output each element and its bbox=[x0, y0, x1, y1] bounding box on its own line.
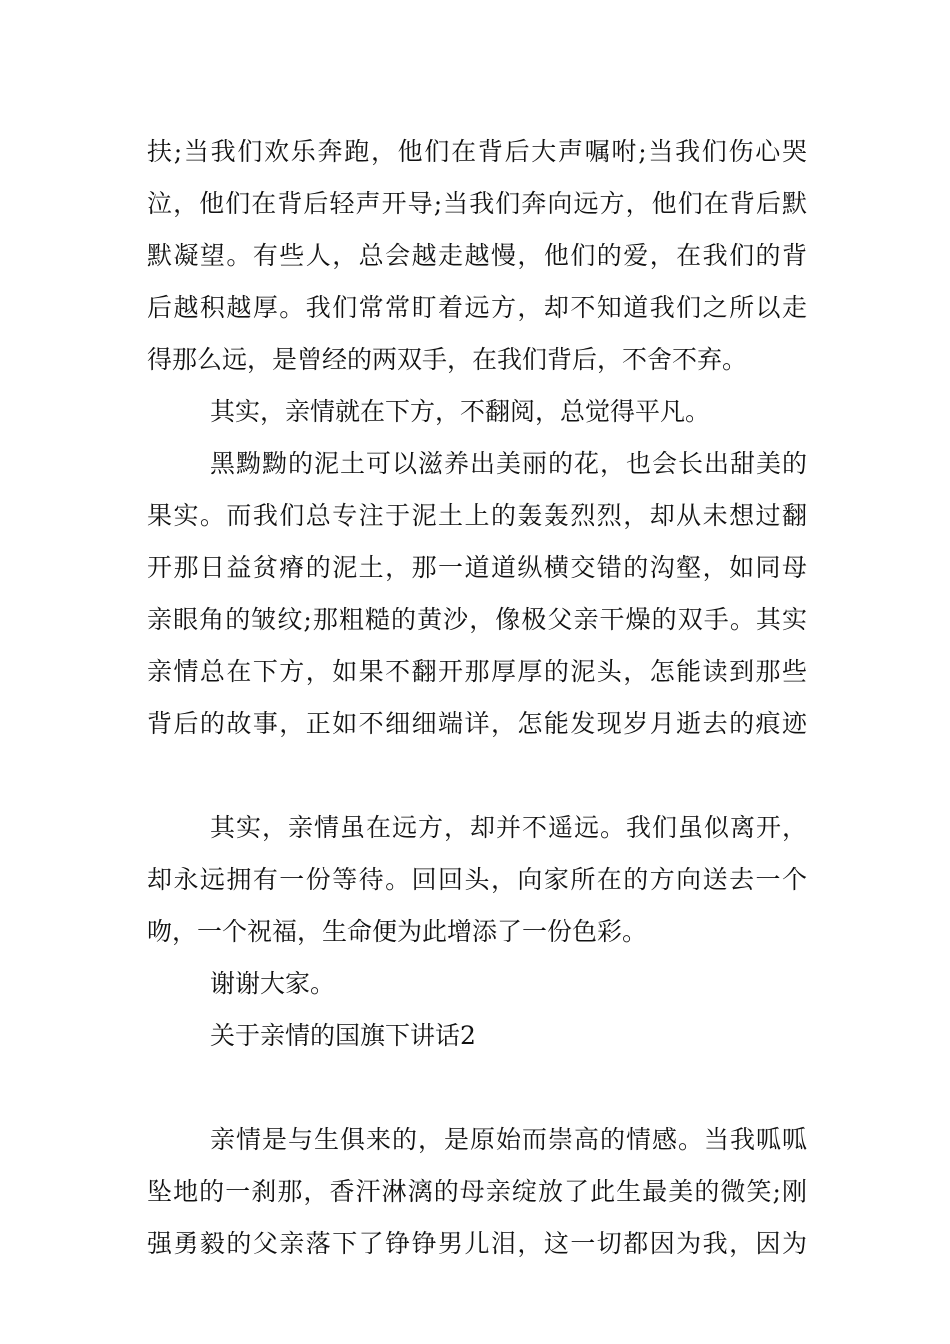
body-text-line: 扶;当我们欢乐奔跑，他们在背后大声嘱咐;当我们伤心哭 bbox=[147, 137, 807, 166]
body-text-line: 背后的故事，正如不细细端详，怎能发现岁月逝去的痕迹 bbox=[147, 709, 807, 738]
paragraph-start-line: 黑黝黝的泥土可以滋养出美丽的花，也会长出甜美的 bbox=[210, 449, 807, 478]
paragraph-start-line: 其实，亲情就在下方，不翻阅，总觉得平凡。 bbox=[210, 397, 711, 426]
body-text-line: 得那么远，是曾经的两双手，在我们背后，不舍不弃。 bbox=[147, 345, 748, 374]
body-text-line: 亲眼角的皱纹;那粗糙的黄沙，像极父亲干燥的双手。其实 bbox=[147, 605, 807, 634]
body-text-line: 后越积越厚。我们常常盯着远方，却不知道我们之所以走 bbox=[147, 293, 807, 322]
closing-line: 谢谢大家。 bbox=[210, 969, 336, 998]
body-text-line: 坠地的一刹那，香汗淋漓的母亲绽放了此生最美的微笑;刚 bbox=[147, 1177, 807, 1206]
body-text-line: 泣，他们在背后轻声开导;当我们奔向远方，他们在背后默 bbox=[147, 189, 807, 218]
body-text-line: 亲情总在下方，如果不翻开那厚厚的泥头，怎能读到那些 bbox=[147, 657, 807, 686]
body-text-line: 吻，一个祝福，生命便为此增添了一份色彩。 bbox=[147, 917, 648, 946]
paragraph-start-line: 亲情是与生俱来的，是原始而崇高的情感。当我呱呱 bbox=[210, 1125, 807, 1154]
body-text-line: 默凝望。有些人，总会越走越慢，他们的爱，在我们的背 bbox=[147, 241, 807, 270]
body-text-line: 却永远拥有一份等待。回回头，向家所在的方向送去一个 bbox=[147, 865, 807, 894]
body-text-line: 强勇毅的父亲落下了铮铮男儿泪，这一切都因为我，因为 bbox=[147, 1229, 807, 1258]
paragraph-start-line: 其实，亲情虽在远方，却并不遥远。我们虽似离开， bbox=[210, 813, 807, 842]
section-heading: 关于亲情的国旗下讲话2 bbox=[210, 1021, 476, 1050]
body-text-line: 果实。而我们总专注于泥土上的轰轰烈烈，却从未想过翻 bbox=[147, 501, 807, 530]
body-text-line: 开那日益贫瘠的泥土，那一道道纵横交错的沟壑，如同母 bbox=[147, 553, 807, 582]
